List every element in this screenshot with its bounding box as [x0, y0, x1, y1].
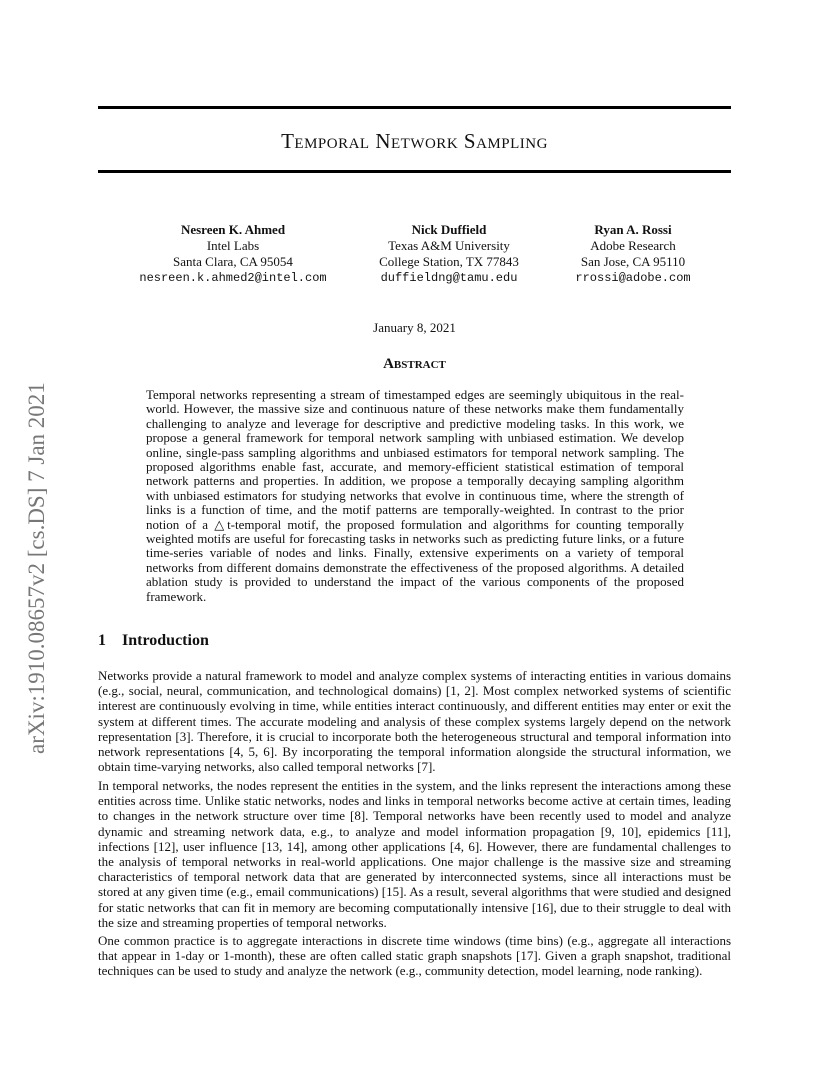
paragraph-3: One common practice is to aggregate interactions in discrete time windows (time bins) (e.g., aggregate all interactions that appear in 1-day or 1-month), these are often called static graph snapshots [17]. Given a graph snapshot, traditional techniques can be used to study and analyze the network (e.g., community detection, model learning, node ranking).	[98, 933, 731, 979]
publication-date: January 8, 2021	[373, 320, 456, 335]
abstract-text: Temporal networks representing a stream of timestamped edges are seemingly ubiquitous in the real-world. However, the massive size and continuous nature of these networks make them fundamentally challenging to analyze and leverage for descriptive and predictive modeling tasks. In this work, we propose a general framework for temporal network sampling with unbiased estimation. We develop online, single-pass sampling algorithms and unbiased estimators for temporal network sampling. The proposed algorithms enable fast, accurate, and memory-efficient statistical estimation of temporal network patterns and properties. In addition, we propose a temporally decaying sampling algorithm with unbiased estimators for studying networks that evolve in continuous time, where the strength of links is a function of time, and the motif patterns are temporally-weighted. In contrast to the prior notion of a △t-temporal motif, the proposed formulation and algorithms for counting temporally weighted motifs are useful for forecasting tasks in networks such as predicting future links, or a future time-series variable of nodes and links. Finally, extensive experiments on a variety of temporal networks from different domains demonstrate the effectiveness of the proposed algorithms. A detailed ablation study is provided to understand the impact of the various components of the proposed framework.	[146, 387, 684, 604]
arxiv-identifier: arXiv:1910.08657v2 [cs.DS] 7 Jan 2021	[24, 382, 49, 754]
author-email: duffieldng@tamu.edu	[380, 271, 518, 285]
author-affiliation: Adobe Research	[590, 238, 676, 253]
author-affiliation: Texas A&M University	[388, 238, 510, 253]
author-location: College Station, TX 77843	[379, 254, 519, 269]
author-name: Nick Duffield	[411, 222, 487, 237]
section-number: 1	[98, 632, 106, 649]
paragraph-2: In temporal networks, the nodes represent the entities in the system, and the links represent the interactions among these entities across time. Unlike static networks, nodes and links in temporal networks become active at certain times, leading to changes in the network structure over time [8]. Temporal networks have been recently used to model and analyze dynamic and streaming network data, e.g., to analyze and model information propagation [9, 10], epidemics [11], infections [12], user influence [13, 14], among other applications [4, 6]. However, there are fundamental challenges to the analysis of temporal networks in real-world applications. One major challenge is the massive size and streaming characteristics of temporal network data that are generated by interconnected systems, since all interactions must be stored at any given time (e.g., email communications) [15]. As a result, several algorithms that were studied and designed for static networks that can fit in memory are becoming computationally intensive [16], due to their struggle to deal with the size and streaming properties of temporal networks.	[98, 778, 731, 930]
title-rule-top	[98, 106, 731, 109]
paper-title: Temporal Network Sampling	[281, 129, 548, 153]
author-1	[126, 222, 340, 286]
abstract-heading: Abstract	[383, 356, 446, 372]
author-location: San Jose, CA 95110	[580, 254, 686, 269]
author-email: rrossi@adobe.com	[575, 271, 691, 285]
author-2	[343, 222, 555, 286]
section-title: Introduction	[122, 632, 209, 649]
author-affiliation: Intel Labs	[206, 238, 260, 253]
paragraph-1: Networks provide a natural framework to model and analyze complex systems of interacting entities in various domains (e.g., social, neural, communication, and technological domains) [1, 2]. Most complex networked systems of scientific interest are continuously evolving in time, while entities interact continuously, and different entities may enter or exit the system at different times. The accurate modeling and analysis of these complex systems largely depend on the network representation [3]. Therefore, it is crucial to incorporate both the heterogeneous structural and temporal information into network representations [4, 5, 6]. By incorporating the temporal information alongside the structural information, we obtain time-varying networks, also called temporal networks [7].	[98, 668, 731, 775]
author-3	[558, 222, 708, 286]
title-rule-bottom	[98, 170, 731, 173]
author-email: nesreen.k.ahmed2@intel.com	[139, 271, 327, 285]
author-name: Ryan A. Rossi	[594, 222, 672, 237]
section-heading	[98, 632, 209, 650]
author-location: Santa Clara, CA 95054	[173, 254, 293, 269]
author-name: Nesreen K. Ahmed	[180, 222, 286, 237]
